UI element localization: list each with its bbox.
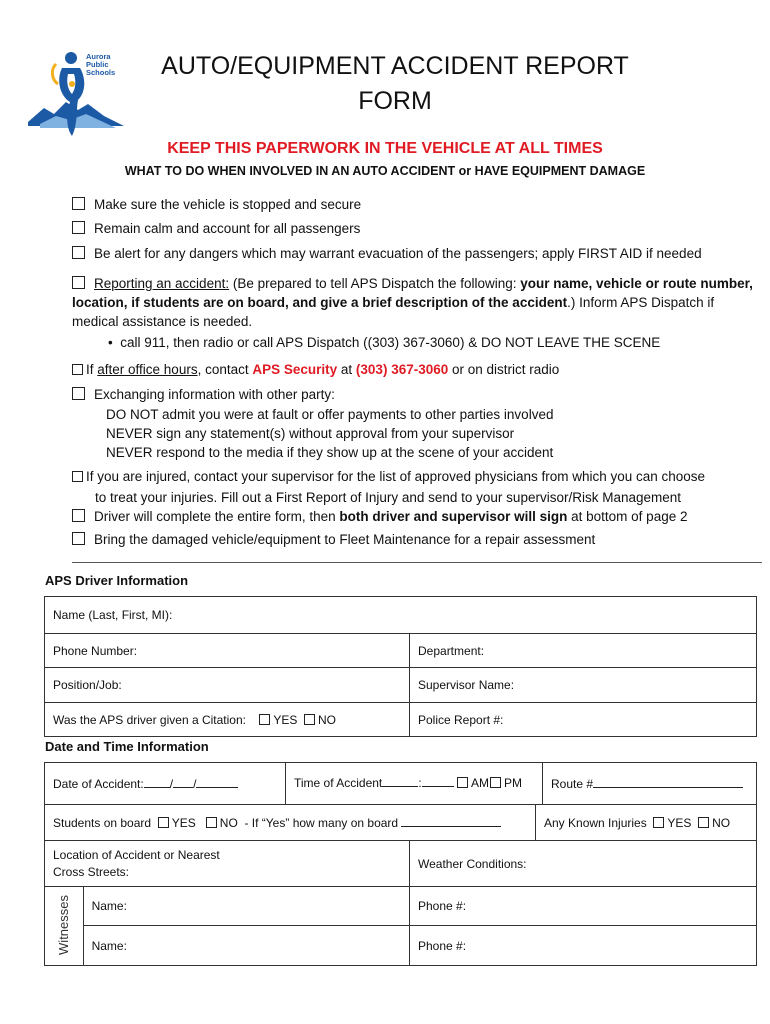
injuries-label: Any Known Injuries xyxy=(544,815,647,830)
checkbox[interactable] xyxy=(72,509,85,522)
phone-label: Phone Number: xyxy=(53,643,138,658)
injuries-no-checkbox[interactable] xyxy=(698,817,709,828)
logo-line-3: Schools xyxy=(86,68,116,77)
time-min-line xyxy=(422,775,454,787)
after-hours-text: If xyxy=(86,362,98,377)
call-911-text: call 911, then radio or call APS Dispatch ((303) 367-3060) & DO NOT LEAVE THE SCENE xyxy=(120,335,661,350)
students-yes-label: YES xyxy=(171,816,196,830)
checklist-text: Make sure the vehicle is stopped and secure xyxy=(94,197,362,212)
police-report-label: Police Report #: xyxy=(418,712,504,727)
bullet-icon: • xyxy=(108,335,113,350)
date-day-line xyxy=(173,776,193,788)
at-text: at xyxy=(337,362,356,377)
checklist-text: Remain calm and account for all passengers xyxy=(94,221,361,236)
injured-text: If you are injured, contact your supervisor for the list of approved physicians from which you can choose xyxy=(86,469,706,484)
checklist-item-alert xyxy=(72,245,702,263)
students-label: Students on board xyxy=(53,816,152,830)
location-label-2: Cross Streets: xyxy=(53,864,130,879)
exchange-rule-1: DO NOT admit you were at fault or offer payments to other parties involved xyxy=(106,407,554,422)
citation-label: Was the APS driver given a Citation: xyxy=(53,712,246,727)
datetime-heading: Date and Time Information xyxy=(45,739,209,754)
witnesses-label: Witnesses xyxy=(56,894,72,955)
after-hours-link: after office hours xyxy=(97,362,198,377)
police-report-field[interactable] xyxy=(410,703,757,737)
name-field[interactable] xyxy=(45,597,757,634)
citation-no-label: NO xyxy=(318,712,337,727)
checklist-item-fleet xyxy=(72,531,595,549)
divider xyxy=(72,562,762,563)
witness-1-name-field[interactable] xyxy=(83,887,409,926)
date-year-line xyxy=(196,776,238,788)
citation-yes-label: YES xyxy=(273,712,298,727)
witness-2-phone-label: Phone #: xyxy=(418,938,467,953)
reporting-text: (Be prepared to tell APS Dispatch the following: xyxy=(229,276,521,291)
how-many-label: - If “Yes” how many on board xyxy=(244,816,399,830)
date-label: Date of Accident: xyxy=(53,777,144,791)
after-hours-end: or on district radio xyxy=(448,362,560,377)
weather-label: Weather Conditions: xyxy=(418,856,527,871)
reporting-text-end: .) Inform APS Dispatch if medical assistance is needed. xyxy=(72,295,715,329)
checklist-text: Be alert for any dangers which may warrant evacuation of the passengers; apply FIRST AID if needed xyxy=(94,246,702,261)
exchange-rule-2: NEVER sign any statement(s) without approval from your supervisor xyxy=(106,426,515,441)
department-field[interactable] xyxy=(410,634,757,668)
weather-field[interactable] xyxy=(410,841,757,887)
date-field[interactable]: Date of Accident: / / xyxy=(45,763,286,805)
citation-no-checkbox[interactable] xyxy=(304,714,315,725)
after-hours-contact: , contact xyxy=(197,362,253,377)
position-field[interactable] xyxy=(45,668,410,703)
location-label-1: Location of Accident or Nearest xyxy=(53,847,220,862)
am-checkbox[interactable] xyxy=(457,777,468,788)
fleet-text: Bring the damaged vehicle/equipment to Fleet Maintenance for a repair assessment xyxy=(94,532,596,547)
witnesses-cell xyxy=(45,887,84,966)
route-line xyxy=(593,776,743,788)
route-field[interactable] xyxy=(543,763,757,805)
witness-2-name-label: Name: xyxy=(91,938,127,953)
name-label: Name (Last, First, MI): xyxy=(53,608,173,622)
pm-label: PM xyxy=(503,776,522,790)
datetime-table-row2 xyxy=(44,804,757,841)
witness-1-name-label: Name: xyxy=(91,899,127,913)
witness-1-phone-field[interactable] xyxy=(410,887,757,926)
checklist-item-reporting xyxy=(72,274,762,331)
driver-info-table xyxy=(44,596,757,737)
checkbox[interactable] xyxy=(72,532,85,545)
students-no-label: NO xyxy=(219,816,238,830)
checkbox[interactable] xyxy=(72,471,83,482)
students-field xyxy=(45,805,536,841)
checklist-item-calm xyxy=(72,220,360,238)
citation-field xyxy=(45,703,410,737)
am-label: AM xyxy=(470,776,489,790)
injuries-yes-label: YES xyxy=(667,815,692,830)
logo-wordmark xyxy=(86,53,115,77)
witness-2-phone-field[interactable] xyxy=(410,926,757,966)
datetime-table-row1 xyxy=(44,762,757,805)
checkbox[interactable] xyxy=(72,246,85,259)
reporting-bold: your name, vehicle or route number, location, if students are on board, and give a brief description of the accident xyxy=(72,276,753,310)
citation-yes-checkbox[interactable] xyxy=(259,714,270,725)
phone-field[interactable] xyxy=(45,634,410,668)
checkbox[interactable] xyxy=(72,197,85,210)
checklist-item-after-hours xyxy=(72,361,559,379)
students-no-checkbox[interactable] xyxy=(206,817,217,828)
checkbox[interactable] xyxy=(72,387,85,400)
time-field[interactable] xyxy=(286,763,543,805)
pm-checkbox[interactable] xyxy=(490,777,501,788)
witness-1-phone-label: Phone #: xyxy=(418,899,467,913)
keep-in-vehicle-banner: KEEP THIS PAPERWORK IN THE VEHICLE AT ALL TIMES xyxy=(167,140,603,157)
logo-line-2: Public xyxy=(86,60,109,69)
witness-2-name-field[interactable] xyxy=(83,926,409,966)
checkbox[interactable] xyxy=(72,221,85,234)
route-label: Route # xyxy=(551,777,594,791)
department-label: Department: xyxy=(418,643,485,658)
location-field[interactable] xyxy=(45,841,410,887)
supervisor-field[interactable] xyxy=(410,668,757,703)
time-hour-line xyxy=(382,775,418,787)
call-911-bullet xyxy=(108,334,660,352)
exchange-text: Exchanging information with other party: xyxy=(94,387,335,402)
time-label: Time of Accident xyxy=(294,776,383,790)
students-yes-checkbox[interactable] xyxy=(158,817,169,828)
how-many-line[interactable] xyxy=(401,815,501,827)
form-title-line-1: AUTO/EQUIPMENT ACCIDENT REPORT xyxy=(161,52,629,80)
checkbox[interactable] xyxy=(72,276,85,289)
checklist-item-driver xyxy=(72,508,687,526)
position-label: Position/Job: xyxy=(53,678,122,692)
checklist-item-exchange xyxy=(72,386,335,404)
what-to-do-heading: WHAT TO DO WHEN INVOLVED IN AN AUTO ACCIDENT or HAVE EQUIPMENT DAMAGE xyxy=(124,164,646,178)
aps-security: APS Security xyxy=(252,362,338,377)
injuries-yes-checkbox[interactable] xyxy=(653,817,664,828)
date-month-line xyxy=(144,776,170,788)
location-witness-table xyxy=(44,840,757,966)
injured-text-cont: to treat your injuries. Fill out a First Report of Injury and send to your supervisor/Risk Management xyxy=(95,490,682,505)
checklist-item-stopped xyxy=(72,196,361,214)
reporting-link: Reporting an accident: xyxy=(94,276,230,291)
logo-line-1: Aurora xyxy=(86,52,111,61)
exchange-rule-3: NEVER respond to the media if they show up at the scene of your accident xyxy=(106,445,554,460)
security-phone: (303) 367-3060 xyxy=(355,362,449,377)
checklist-item-injured xyxy=(72,468,705,486)
time-colon: : xyxy=(418,776,422,790)
driver-text-end: at bottom of page 2 xyxy=(567,509,688,524)
supervisor-label: Supervisor Name: xyxy=(418,678,515,692)
driver-bold: both driver and supervisor will sign xyxy=(339,509,568,524)
checkbox[interactable] xyxy=(72,364,83,375)
injuries-no-label: NO xyxy=(712,815,731,830)
form-title-line-2: FORM xyxy=(358,87,432,115)
driver-info-heading: APS Driver Information xyxy=(45,573,189,588)
driver-text: Driver will complete the entire form, then xyxy=(94,509,340,524)
injuries-field xyxy=(536,805,757,841)
